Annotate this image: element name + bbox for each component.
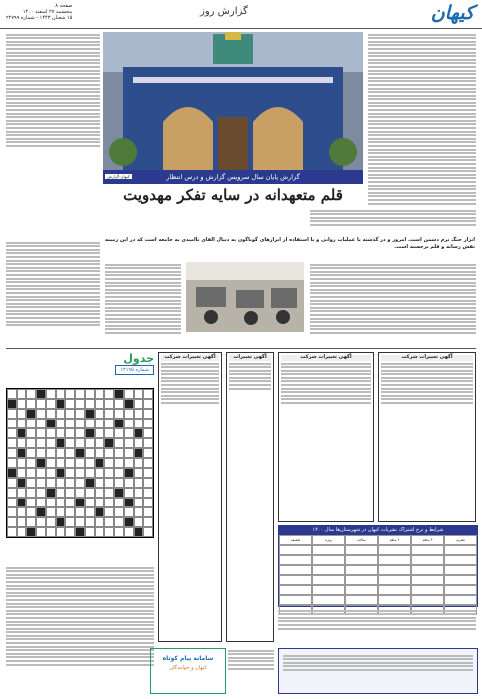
crossword-cell[interactable]	[114, 419, 124, 429]
crossword	[6, 352, 154, 562]
crossword-cell[interactable]	[124, 448, 134, 458]
crossword-cell[interactable]	[7, 448, 17, 458]
crossword-cell[interactable]	[114, 507, 124, 517]
crossword-cell[interactable]	[46, 399, 56, 409]
crossword-cell[interactable]	[75, 409, 85, 419]
table-header: ۳ ماهه	[411, 535, 444, 545]
crossword-cell[interactable]	[7, 409, 17, 419]
crossword-cell[interactable]	[75, 468, 85, 478]
crossword-cell[interactable]	[143, 389, 153, 399]
crossword-cell[interactable]	[17, 468, 27, 478]
crossword-cell[interactable]	[134, 428, 144, 438]
crossword-cell[interactable]	[104, 438, 114, 448]
crossword-cell[interactable]	[65, 419, 75, 429]
crossword-cell[interactable]	[114, 498, 124, 508]
crossword-cell[interactable]	[134, 468, 144, 478]
body-col-3	[6, 240, 100, 344]
crossword-cell[interactable]	[124, 507, 134, 517]
section-title: گزارش روز	[200, 6, 248, 17]
crossword-cell[interactable]	[95, 399, 105, 409]
crossword-cell[interactable]	[46, 517, 56, 527]
crossword-cell[interactable]	[95, 409, 105, 419]
crossword-cell[interactable]	[143, 419, 153, 429]
crossword-cell[interactable]	[143, 409, 153, 419]
crossword-cell[interactable]	[56, 409, 66, 419]
crossword-cell[interactable]	[134, 517, 144, 527]
crossword-cell[interactable]	[143, 478, 153, 488]
headline: قلم متعهدانه در سایه تفکر مهدویت	[123, 186, 343, 204]
crossword-cell[interactable]	[75, 428, 85, 438]
crossword-cell[interactable]	[36, 428, 46, 438]
crossword-cell[interactable]	[56, 428, 66, 438]
crossword-cell[interactable]	[134, 507, 144, 517]
crossword-cell[interactable]	[7, 478, 17, 488]
issue-line: ۱۵ شعبان ۱۴۴۳ - شماره ۲۲۷۹۹	[6, 15, 73, 21]
crossword-cell[interactable]	[85, 448, 95, 458]
crossword-cell[interactable]	[7, 468, 17, 478]
crossword-cell[interactable]	[114, 488, 124, 498]
crossword-cell[interactable]	[134, 527, 144, 537]
crossword-cell[interactable]	[85, 409, 95, 419]
body-col-1	[310, 262, 476, 344]
crossword-cell[interactable]	[134, 389, 144, 399]
crossword-title: جدول	[123, 352, 154, 365]
crossword-cell[interactable]	[46, 428, 56, 438]
crossword-cell[interactable]	[26, 399, 36, 409]
crossword-cell[interactable]	[65, 409, 75, 419]
crossword-cell[interactable]	[56, 438, 66, 448]
crossword-cell[interactable]	[124, 527, 134, 537]
crossword-cell[interactable]	[95, 517, 105, 527]
crossword-cell[interactable]	[17, 389, 27, 399]
crossword-cell[interactable]	[114, 517, 124, 527]
crossword-cell[interactable]	[17, 507, 27, 517]
crossword-cell[interactable]	[124, 478, 134, 488]
crossword-cell[interactable]	[36, 478, 46, 488]
crossword-cell[interactable]	[17, 478, 27, 488]
crossword-cell[interactable]	[114, 458, 124, 468]
crossword-cell[interactable]	[17, 517, 27, 527]
crossword-cell[interactable]	[75, 488, 85, 498]
crossword-cell[interactable]	[7, 399, 17, 409]
crossword-cell[interactable]	[17, 428, 27, 438]
crossword-cell[interactable]	[85, 399, 95, 409]
crossword-cell[interactable]	[104, 517, 114, 527]
crossword-cell[interactable]	[36, 517, 46, 527]
crossword-cell[interactable]	[17, 458, 27, 468]
crossword-cell[interactable]	[114, 438, 124, 448]
crossword-cell[interactable]	[17, 438, 27, 448]
crossword-cell[interactable]	[65, 478, 75, 488]
ad-title: آگهی تغییرات	[229, 355, 271, 361]
crossword-cell[interactable]	[143, 438, 153, 448]
crossword-cell[interactable]	[114, 428, 124, 438]
crossword-cell[interactable]	[56, 468, 66, 478]
crossword-cell[interactable]	[85, 527, 95, 537]
footer-info	[278, 648, 478, 694]
body-col-2	[105, 262, 181, 344]
crossword-cell[interactable]	[46, 409, 56, 419]
crossword-cell[interactable]	[124, 438, 134, 448]
crossword-cell[interactable]	[75, 498, 85, 508]
crossword-cell[interactable]	[95, 458, 105, 468]
newsroom-photo-icon	[186, 262, 304, 332]
crossword-cell[interactable]	[134, 409, 144, 419]
crossword-cell[interactable]	[143, 527, 153, 537]
crossword-cell[interactable]	[56, 478, 66, 488]
crossword-cell[interactable]	[56, 448, 66, 458]
crossword-cell[interactable]	[65, 517, 75, 527]
main-photo	[103, 32, 363, 184]
crossword-cell[interactable]	[124, 458, 134, 468]
crossword-cell[interactable]	[143, 507, 153, 517]
crossword-cell[interactable]	[114, 527, 124, 537]
crossword-cell[interactable]	[95, 488, 105, 498]
crossword-cell[interactable]	[75, 438, 85, 448]
crossword-cell[interactable]	[26, 419, 36, 429]
crossword-cell[interactable]	[7, 458, 17, 468]
promo-line-2: کیهان و خوانندگان	[169, 665, 207, 671]
crossword-cell[interactable]	[104, 389, 114, 399]
crossword-cell[interactable]	[134, 478, 144, 488]
crossword-cell[interactable]	[46, 389, 56, 399]
crossword-cell[interactable]	[36, 389, 46, 399]
crossword-cell[interactable]	[65, 498, 75, 508]
crossword-cell[interactable]	[46, 498, 56, 508]
crossword-cell[interactable]	[65, 488, 75, 498]
crossword-cell[interactable]	[85, 478, 95, 488]
crossword-cell[interactable]	[114, 389, 124, 399]
crossword-cell[interactable]	[65, 399, 75, 409]
crossword-cell[interactable]	[134, 448, 144, 458]
crossword-cell[interactable]	[75, 458, 85, 468]
crossword-cell[interactable]	[36, 448, 46, 458]
crossword-cell[interactable]	[134, 399, 144, 409]
crossword-cell[interactable]	[46, 527, 56, 537]
crossword-cell[interactable]	[104, 428, 114, 438]
crossword-cell[interactable]	[56, 517, 66, 527]
ad-column-3	[278, 352, 374, 522]
ad-title: آگهی تغییرات شرکت	[381, 355, 473, 361]
crossword-cell[interactable]	[85, 517, 95, 527]
crossword-cell[interactable]	[56, 458, 66, 468]
crossword-cell[interactable]	[95, 389, 105, 399]
table-header: ۶ ماهه	[378, 535, 411, 545]
crossword-cell[interactable]	[85, 468, 95, 478]
photo-credit: کیهان-گزارش	[107, 174, 130, 179]
crossword-cell[interactable]	[26, 478, 36, 488]
crossword-cell[interactable]	[104, 419, 114, 429]
crossword-cell[interactable]	[7, 389, 17, 399]
crossword-cell[interactable]	[104, 458, 114, 468]
crossword-cell[interactable]	[75, 448, 85, 458]
crossword-cell[interactable]	[134, 488, 144, 498]
table-header: تخفیف	[279, 535, 312, 545]
crossword-cell[interactable]	[17, 399, 27, 409]
crossword-cell[interactable]	[85, 419, 95, 429]
crossword-cell[interactable]	[7, 517, 17, 527]
crossword-cell[interactable]	[65, 448, 75, 458]
crossword-cell[interactable]	[36, 458, 46, 468]
crossword-cell[interactable]	[17, 498, 27, 508]
crossword-cell[interactable]	[124, 389, 134, 399]
crossword-cell[interactable]	[36, 527, 46, 537]
crossword-cell[interactable]	[85, 458, 95, 468]
crossword-cell[interactable]	[143, 458, 153, 468]
subscription-table	[278, 525, 478, 607]
crossword-cell[interactable]	[56, 507, 66, 517]
masthead	[0, 0, 482, 29]
crossword-cell[interactable]	[75, 507, 85, 517]
crossword-cell[interactable]	[26, 468, 36, 478]
crossword-cell[interactable]	[104, 478, 114, 488]
crossword-cell[interactable]	[7, 507, 17, 517]
crossword-cell[interactable]	[104, 409, 114, 419]
table-header: سالانه	[345, 535, 378, 545]
crossword-cell[interactable]	[143, 468, 153, 478]
crossword-cell[interactable]	[56, 399, 66, 409]
crossword-cell[interactable]	[75, 478, 85, 488]
right-column	[368, 32, 476, 232]
logo: کیهان	[430, 2, 474, 24]
crossword-cell[interactable]	[85, 428, 95, 438]
crossword-cell[interactable]	[75, 517, 85, 527]
crossword-cell[interactable]	[114, 399, 124, 409]
crossword-cell[interactable]	[65, 389, 75, 399]
crossword-cell[interactable]	[17, 488, 27, 498]
crossword-cell[interactable]	[26, 517, 36, 527]
left-column	[6, 32, 100, 172]
crossword-cell[interactable]	[26, 389, 36, 399]
crossword-cell[interactable]	[65, 438, 75, 448]
crossword-cell[interactable]	[143, 517, 153, 527]
crossword-cell[interactable]	[95, 527, 105, 537]
crossword-cell[interactable]	[56, 419, 66, 429]
photo-caption: گزارش پایان سال سرویس گزارش و درس انتظار	[103, 170, 363, 184]
crossword-cell[interactable]	[17, 419, 27, 429]
crossword-cell[interactable]	[46, 468, 56, 478]
crossword-cell[interactable]	[104, 448, 114, 458]
crossword-cell[interactable]	[75, 399, 85, 409]
table-header: ویژه	[312, 535, 345, 545]
crossword-cell[interactable]	[124, 517, 134, 527]
ad-column-4	[378, 352, 476, 522]
crossword-cell[interactable]	[46, 507, 56, 517]
crossword-cell[interactable]	[95, 419, 105, 429]
crossword-cell[interactable]	[114, 409, 124, 419]
crossword-cell[interactable]	[104, 498, 114, 508]
crossword-cell[interactable]	[26, 438, 36, 448]
section-divider	[6, 348, 476, 349]
crossword-cell[interactable]	[85, 488, 95, 498]
crossword-cell[interactable]	[65, 527, 75, 537]
crossword-cell[interactable]	[143, 498, 153, 508]
crossword-cell[interactable]	[124, 468, 134, 478]
crossword-cell[interactable]	[7, 498, 17, 508]
crossword-cell[interactable]	[124, 419, 134, 429]
shrine-photo-icon	[103, 32, 363, 184]
ad-column-2	[226, 352, 274, 642]
crossword-cell[interactable]	[134, 419, 144, 429]
crossword-grid[interactable]	[6, 388, 154, 538]
crossword-cell[interactable]	[143, 399, 153, 409]
crossword-cell[interactable]	[65, 428, 75, 438]
crossword-cell[interactable]	[85, 507, 95, 517]
crossword-cell[interactable]	[56, 488, 66, 498]
crossword-cell[interactable]	[56, 389, 66, 399]
crossword-cell[interactable]	[104, 488, 114, 498]
crossword-cell[interactable]	[46, 478, 56, 488]
crossword-cell[interactable]	[134, 458, 144, 468]
crossword-cell[interactable]	[26, 527, 36, 537]
crossword-clues	[6, 565, 154, 693]
crossword-cell[interactable]	[17, 409, 27, 419]
ad-column-1	[158, 352, 222, 642]
crossword-cell[interactable]	[65, 507, 75, 517]
table-header: نشریه	[444, 535, 477, 545]
crossword-cell[interactable]	[85, 438, 95, 448]
crossword-cell[interactable]	[7, 419, 17, 429]
crossword-cell[interactable]	[56, 527, 66, 537]
crossword-cell[interactable]	[17, 448, 27, 458]
ad-title: آگهی تغییرات شرکت	[281, 355, 371, 361]
crossword-cell[interactable]	[26, 458, 36, 468]
crossword-cell[interactable]	[26, 488, 36, 498]
crossword-cell[interactable]	[114, 478, 124, 488]
crossword-cell[interactable]	[26, 448, 36, 458]
table-notes	[278, 608, 476, 644]
crossword-cell[interactable]	[26, 409, 36, 419]
headline-side-text	[310, 208, 476, 236]
crossword-cell[interactable]	[26, 507, 36, 517]
crossword-cell[interactable]	[7, 488, 17, 498]
crossword-cell[interactable]	[17, 527, 27, 537]
crossword-cell[interactable]	[75, 389, 85, 399]
crossword-cell[interactable]	[143, 488, 153, 498]
crossword-cell[interactable]	[56, 498, 66, 508]
crossword-cell[interactable]	[65, 458, 75, 468]
crossword-cell[interactable]	[124, 399, 134, 409]
crossword-cell[interactable]	[36, 409, 46, 419]
crossword-cell[interactable]	[95, 448, 105, 458]
crossword-cell[interactable]	[7, 428, 17, 438]
crossword-cell[interactable]	[95, 507, 105, 517]
crossword-cell[interactable]	[36, 507, 46, 517]
crossword-cell[interactable]	[75, 419, 85, 429]
crossword-cell[interactable]	[104, 399, 114, 409]
date-line: پنجشنبه ۲۷ اسفند ۱۴۰۰	[22, 9, 73, 15]
crossword-cell[interactable]	[26, 498, 36, 508]
newsroom-photo	[186, 262, 304, 332]
crossword-number: شماره ۱۲۱۹۵	[115, 365, 154, 375]
crossword-cell[interactable]	[143, 448, 153, 458]
crossword-cell[interactable]	[124, 488, 134, 498]
crossword-cell[interactable]	[36, 498, 46, 508]
crossword-cell[interactable]	[114, 468, 124, 478]
crossword-cell[interactable]	[36, 419, 46, 429]
crossword-cell[interactable]	[95, 428, 105, 438]
crossword-cell[interactable]	[26, 428, 36, 438]
crossword-cell[interactable]	[36, 488, 46, 498]
crossword-cell[interactable]	[134, 498, 144, 508]
crossword-cell[interactable]	[124, 428, 134, 438]
footer-text	[283, 653, 473, 689]
small-ad	[228, 648, 274, 692]
crossword-cell[interactable]	[75, 527, 85, 537]
crossword-cell[interactable]	[36, 468, 46, 478]
crossword-cell[interactable]	[85, 389, 95, 399]
crossword-cell[interactable]	[134, 438, 144, 448]
table-title: شرایط و نرخ اشتراک نشریات کیهان در شهرستان‌ها سال ۱۴۰۰	[279, 526, 477, 535]
crossword-cell[interactable]	[46, 438, 56, 448]
ad-title: آگهی تغییرات شرکت	[161, 355, 219, 361]
crossword-cell[interactable]	[85, 498, 95, 508]
crossword-cell[interactable]	[46, 448, 56, 458]
crossword-cell[interactable]	[124, 409, 134, 419]
crossword-cell[interactable]	[104, 527, 114, 537]
issue-info	[6, 3, 72, 21]
crossword-cell[interactable]	[124, 498, 134, 508]
crossword-cell[interactable]	[95, 468, 105, 478]
crossword-cell[interactable]	[143, 428, 153, 438]
crossword-cell[interactable]	[114, 448, 124, 458]
table-grid	[279, 535, 477, 615]
page-label: صفحه ۸	[55, 3, 73, 9]
crossword-cell[interactable]	[65, 468, 75, 478]
crossword-cell[interactable]	[36, 438, 46, 448]
crossword-cell[interactable]	[95, 438, 105, 448]
crossword-cell[interactable]	[104, 507, 114, 517]
crossword-cell[interactable]	[46, 419, 56, 429]
sms-promo	[150, 648, 226, 694]
crossword-cell[interactable]	[104, 468, 114, 478]
crossword-cell[interactable]	[7, 527, 17, 537]
crossword-cell[interactable]	[46, 458, 56, 468]
crossword-cell[interactable]	[95, 478, 105, 488]
promo-line-1: سامانه پیام کوتاه	[162, 655, 214, 662]
crossword-cell[interactable]	[7, 438, 17, 448]
crossword-cell[interactable]	[36, 399, 46, 409]
lead-paragraph: ابزار جنگ نرم دشمن است. امروز و در گذشته با عملیات روانی و با استفاده از ابزارهای گوناگون به دنبال القای ناامیدی به جامعه است که در این زمینه نقش رسانه و قلم برجسته است.	[105, 237, 475, 250]
crossword-cell[interactable]	[46, 488, 56, 498]
crossword-cell[interactable]	[95, 498, 105, 508]
